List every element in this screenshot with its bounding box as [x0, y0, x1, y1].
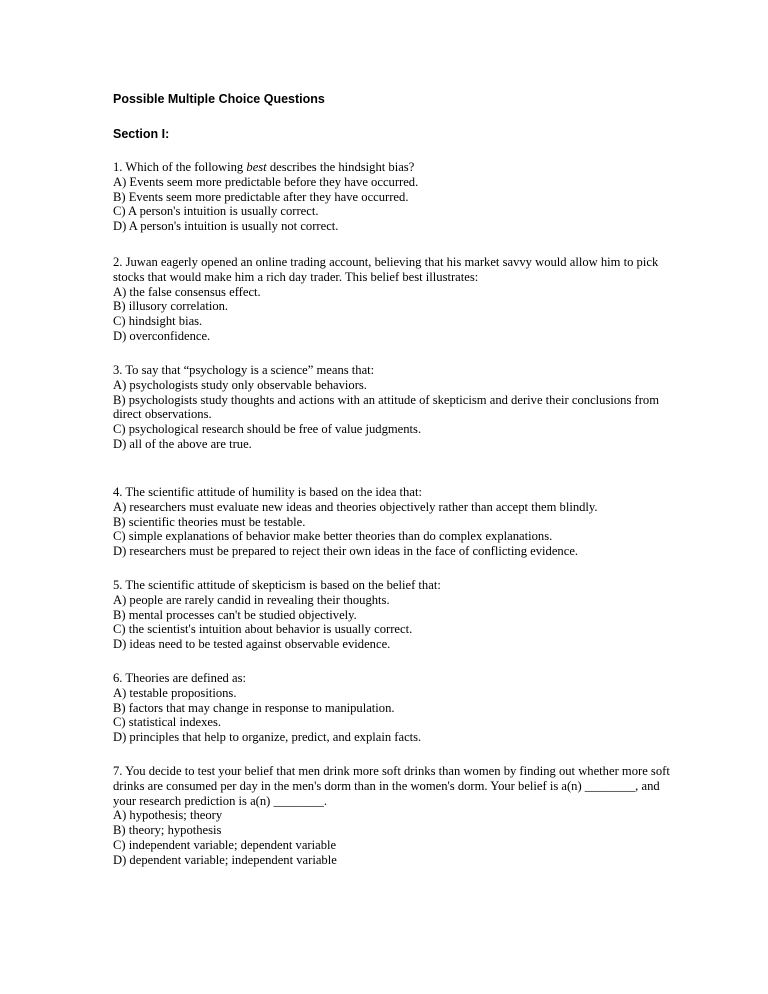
option-c: C) hindsight bias.	[113, 314, 203, 329]
option-d: D) all of the above are true.	[113, 436, 252, 451]
option-a: A) researchers must evaluate new ideas and theories objectively rather than accept them blindly.	[113, 499, 598, 514]
option-c: C) statistical indexes.	[113, 715, 222, 730]
question-3	[113, 363, 673, 452]
option-b: B) mental processes can't be studied objectively.	[113, 607, 357, 622]
question-1	[113, 160, 673, 234]
question-6	[113, 671, 673, 745]
document-title: Possible Multiple Choice Questions	[113, 92, 325, 106]
option-b: B) theory; hypothesis	[113, 823, 222, 838]
option-d: D) principles that help to organize, predict, and explain facts.	[113, 730, 422, 745]
stem-text-post: describes the hindsight bias?	[266, 160, 415, 174]
option-d: D) A person's intuition is usually not correct.	[113, 219, 339, 234]
question-2	[113, 255, 673, 344]
option-d: D) ideas need to be tested against observable evidence.	[113, 637, 391, 652]
option-d: D) dependent variable; independent variable	[113, 852, 337, 867]
question-stem: 4. The scientific attitude of humility is based on the idea that:	[113, 485, 422, 499]
option-a: A) hypothesis; theory	[113, 808, 223, 823]
option-b: B) factors that may change in response to manipulation.	[113, 700, 395, 715]
stem-text-pre: 1. Which of the following	[113, 160, 247, 174]
question-stem: 3. To say that “psychology is a science” means that:	[113, 363, 375, 377]
question-5	[113, 578, 673, 652]
option-a: A) people are rarely candid in revealing their thoughts.	[113, 592, 390, 607]
option-a: A) psychologists study only observable behaviors.	[113, 377, 367, 392]
option-b: B) psychologists study thoughts and actions with an attitude of skepticism and derive their conclusions from direct observations.	[113, 392, 659, 422]
option-c: C) psychological research should be free of value judgments.	[113, 422, 422, 437]
option-d: D) overconfidence.	[113, 328, 211, 343]
option-b: B) scientific theories must be testable.	[113, 514, 306, 529]
question-stem	[113, 160, 673, 175]
option-a: A) testable propositions.	[113, 685, 237, 700]
option-a: A) Events seem more predictable before they have occurred.	[113, 174, 419, 189]
option-c: C) independent variable; dependent variable	[113, 837, 337, 852]
option-d: D) researchers must be prepared to reject their own ideas in the face of conflicting evidence.	[113, 544, 579, 559]
option-a: A) the false consensus effect.	[113, 284, 261, 299]
question-stem: 7. You decide to test your belief that men drink more soft drinks than women by finding out whether more soft drinks are consumed per day in the men's dorm than in the women's dorm. Your belief is a(n) ________, and your research prediction is a(n) ________.	[113, 764, 670, 808]
option-b: B) illusory correlation.	[113, 299, 229, 314]
option-c: C) A person's intuition is usually correct.	[113, 204, 319, 219]
option-c: C) simple explanations of behavior make better theories than do complex explanations.	[113, 529, 553, 544]
question-4	[113, 485, 673, 559]
section-heading: Section I:	[113, 127, 170, 141]
option-c: C) the scientist's intuition about behavior is usually correct.	[113, 622, 413, 637]
question-stem: 2. Juwan eagerly opened an online trading account, believing that his market savvy would allow him to pick stocks that would make him a rich day trader. This belief best illustrates:	[113, 255, 659, 284]
option-b: B) Events seem more predictable after they have occurred.	[113, 189, 409, 204]
question-stem: 6. Theories are defined as:	[113, 671, 246, 685]
question-7	[113, 764, 673, 868]
stem-emphasis: best	[246, 160, 267, 174]
question-stem: 5. The scientific attitude of skepticism is based on the belief that:	[113, 578, 441, 592]
